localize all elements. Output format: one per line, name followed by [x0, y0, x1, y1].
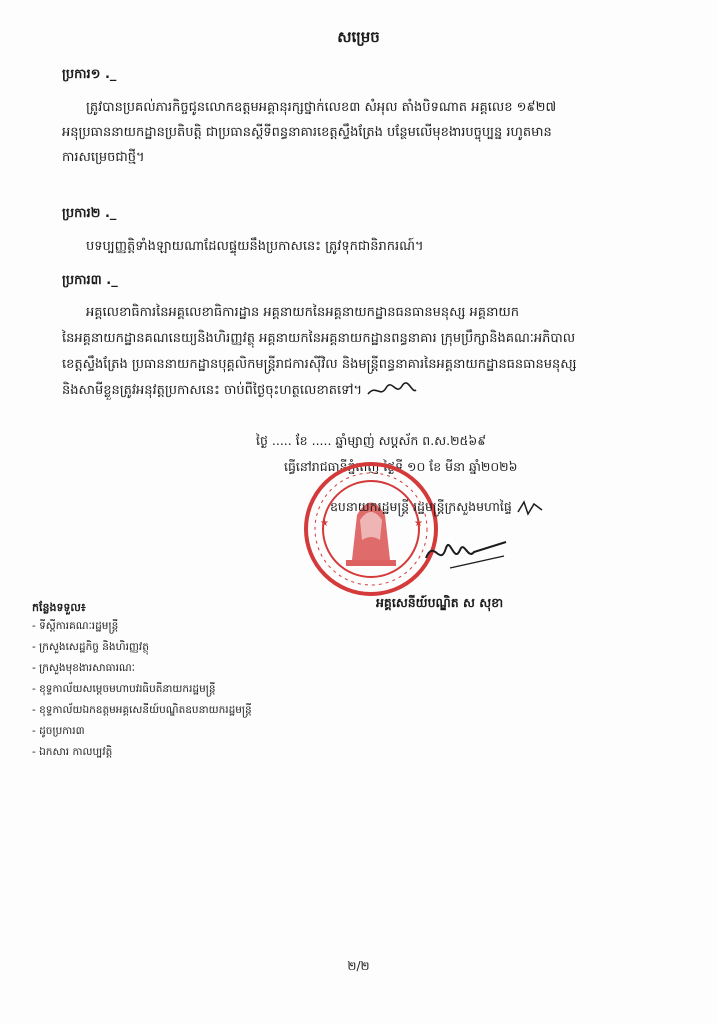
article-2-body [62, 234, 682, 259]
list-item: - ក្រសួងមុខងារសាធារណៈ [32, 662, 135, 674]
article-3-line-3: ខេត្តស្ទឹងត្រែង ប្រធាននាយកដ្ឋានបុគ្គលិកមន្ត្រីរាជការស៊ីវិល និងមន្ត្រីពន្ធនាគារនៃអគ្គនាយកដ្ឋានធនធានមនុស្ស [62, 357, 577, 372]
signatory-title-row [330, 494, 630, 520]
article-3-line-4: និងសាមីខ្លួនត្រូវអនុវត្តប្រកាសនេះ ចាប់ពីថ្ងៃចុះហត្ថលេខាតទៅ។ [62, 378, 682, 404]
article-2-line-1: បទប្បញ្ញត្តិទាំងឡាយណាដែលផ្ទុយនឹងប្រកាសនេះ ត្រូវទុកជានិរាករណ៍។ [86, 239, 424, 254]
recipients-list [32, 616, 252, 763]
list-item: - ខុទ្ទកាល័យសម្តេចមហាបវរធិបតីនាយករដ្ឋមន្ត្រី [32, 683, 216, 695]
list-item: - ដូចប្រការ៣ [32, 725, 85, 737]
initials-mark-icon [366, 382, 418, 400]
article-3-line-2: នៃអគ្គនាយកដ្ឋានគណនេយ្យនិងហិរញ្ញវត្ថុ អគ្គនាយកនៃអគ្គនាយកដ្ឋានពន្ធនាគារ ក្រុមប្រឹក្សានិងគណៈអភិបាល [62, 331, 576, 346]
article-1-line-2: អនុប្រធាននាយកដ្ឋានប្រតិបត្តិ ជាប្រធានស្តីទីពន្ធនាគារខេត្តស្ទឹងត្រែង បន្ថែមលើមុខងារបច្ចុប្បន្ន រហូតមាន [62, 125, 552, 140]
page-number: ២/២ [347, 959, 370, 973]
initials-mark-icon [516, 500, 544, 516]
article-1-heading: ប្រការ១ ._ [62, 67, 117, 82]
list-item: - ខុទ្ទកាល័យឯកឧត្តមអគ្គសេនីយ៍បណ្ឌិតឧបនាយករដ្ឋមន្ត្រី [32, 704, 252, 716]
article-3-body [62, 300, 682, 404]
signatory-title: ឧបនាយករដ្ឋមន្ត្រី រដ្ឋមន្ត្រីក្រសួងមហាផ្ទៃ [330, 499, 512, 514]
date-lunar: ថ្ងៃ ..... ខែ ..... ឆ្នាំម្សាញ់ សប្តស័ក ព.ស.២៥៦៩ [256, 433, 487, 448]
list-item: - ឯកសារ កាលប្បវត្តិ [32, 746, 113, 758]
document-title: សម្រេច [337, 28, 380, 46]
article-3-line-1: អគ្គលេខាធិការនៃអគ្គលេខាធិការដ្ឋាន អគ្គនាយកនៃអគ្គនាយកដ្ឋានធនធានមនុស្ស អគ្គនាយក [86, 305, 519, 320]
handwritten-signature-icon [420, 528, 510, 578]
recipients-heading: កន្លែងទទួល៖ [32, 601, 86, 614]
article-1-line-3: ការសម្រេចជាថ្មី។ [62, 150, 145, 165]
article-1-body [62, 95, 682, 170]
svg-text:★: ★ [414, 518, 423, 529]
article-1-line-1: ត្រូវបានប្រគល់ភារកិច្ចជូនលោកឧត្តមអគ្គានុរក្សថ្នាក់លេខ៣ សំអុល តាំងបិទណាត អគ្គលេខ ១៩២៧ [86, 100, 557, 115]
date-solar: ធ្វើនៅរាជធានីភ្នំពេញ ថ្ងៃទី ១០ ខែ មីនា ឆ្នាំ២០២៦ [284, 459, 518, 474]
article-3-heading: ប្រការ៣ ._ [62, 273, 118, 288]
list-item: - ទីស្តីការគណៈរដ្ឋមន្ត្រី [32, 620, 119, 632]
list-item: - ក្រសួងសេដ្ឋកិច្ច និងហិរញ្ញវត្ថុ [32, 641, 149, 653]
article-2-heading: ប្រការ២ ._ [62, 206, 117, 221]
signatory-name: អគ្គសេនីយ៍បណ្ឌិត ស សុខា [376, 595, 504, 610]
svg-text:★: ★ [320, 518, 329, 529]
